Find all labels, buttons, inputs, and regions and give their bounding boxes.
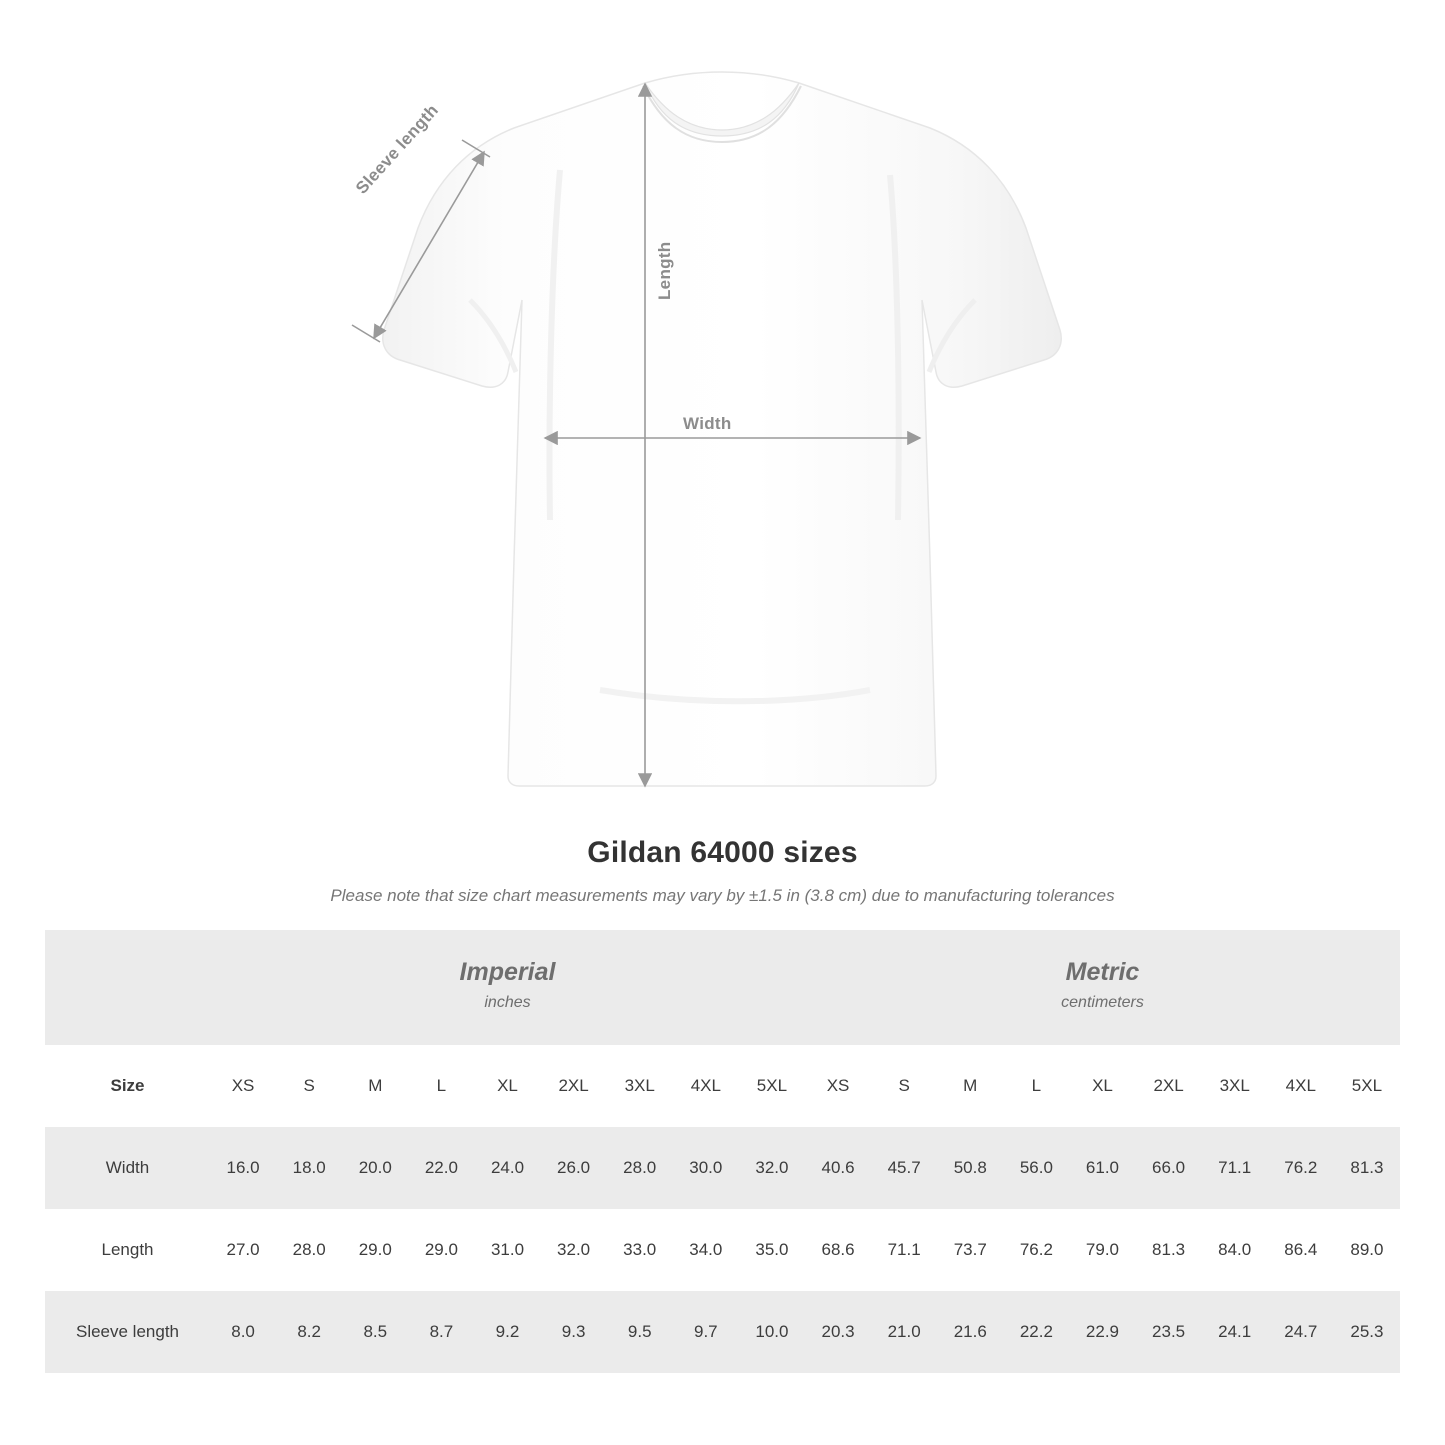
measure-cell: 24.1: [1202, 1291, 1268, 1373]
measure-cell: 20.0: [342, 1127, 408, 1209]
unit-sub-metric: centimeters: [1061, 993, 1144, 1011]
measure-cell: 76.2: [1268, 1127, 1334, 1209]
unit-name-imperial: Imperial: [459, 957, 556, 986]
size-cell: 5XL: [739, 1045, 805, 1127]
unit-header-metric: [805, 930, 1400, 1045]
size-cell: XS: [210, 1045, 276, 1127]
size-cell: XL: [474, 1045, 540, 1127]
measure-cell: 9.3: [541, 1291, 607, 1373]
size-chart-table: [45, 930, 1400, 1373]
measure-cell: 27.0: [210, 1209, 276, 1291]
measure-cell: 50.8: [937, 1127, 1003, 1209]
row-header-length: Length: [45, 1209, 210, 1291]
measure-cell: 32.0: [541, 1209, 607, 1291]
measure-cell: 31.0: [474, 1209, 540, 1291]
measure-cell: 45.7: [871, 1127, 937, 1209]
measure-cell: 9.7: [673, 1291, 739, 1373]
measure-cell: 26.0: [541, 1127, 607, 1209]
table-row: [45, 1209, 1400, 1291]
measure-cell: 22.2: [1003, 1291, 1069, 1373]
measure-cell: 61.0: [1069, 1127, 1135, 1209]
measure-cell: 28.0: [276, 1209, 342, 1291]
unit-sub-imperial: inches: [484, 993, 531, 1011]
measure-cell: 89.0: [1334, 1209, 1400, 1291]
unit-header-row: [45, 930, 1400, 1045]
width-label: Width: [683, 414, 732, 433]
size-cell: 3XL: [1202, 1045, 1268, 1127]
measure-cell: 8.0: [210, 1291, 276, 1373]
measure-cell: 24.0: [474, 1127, 540, 1209]
row-header-width: Width: [45, 1127, 210, 1209]
measure-cell: 25.3: [1334, 1291, 1400, 1373]
measure-cell: 22.9: [1069, 1291, 1135, 1373]
measure-cell: 33.0: [607, 1209, 673, 1291]
size-header-row: [45, 1045, 1400, 1127]
measure-cell: 68.6: [805, 1209, 871, 1291]
measure-cell: 18.0: [276, 1127, 342, 1209]
measure-cell: 76.2: [1003, 1209, 1069, 1291]
size-cell: XL: [1069, 1045, 1135, 1127]
measure-cell: 8.2: [276, 1291, 342, 1373]
measure-cell: 29.0: [342, 1209, 408, 1291]
size-cell: 4XL: [673, 1045, 739, 1127]
title-block: [0, 836, 1445, 906]
measure-cell: 20.3: [805, 1291, 871, 1373]
measure-cell: 84.0: [1202, 1209, 1268, 1291]
measure-cell: 9.5: [607, 1291, 673, 1373]
size-cell: 4XL: [1268, 1045, 1334, 1127]
measure-cell: 81.3: [1334, 1127, 1400, 1209]
measure-cell: 40.6: [805, 1127, 871, 1209]
table-row: [45, 1127, 1400, 1209]
measure-cell: 10.0: [739, 1291, 805, 1373]
size-cell: M: [937, 1045, 1003, 1127]
measure-cell: 32.0: [739, 1127, 805, 1209]
measure-cell: 73.7: [937, 1209, 1003, 1291]
measure-cell: 79.0: [1069, 1209, 1135, 1291]
measure-cell: 8.7: [408, 1291, 474, 1373]
measure-cell: 30.0: [673, 1127, 739, 1209]
size-cell: XS: [805, 1045, 871, 1127]
unit-name-metric: Metric: [1065, 957, 1140, 986]
measure-cell: 56.0: [1003, 1127, 1069, 1209]
page-title: Gildan 64000 sizes: [587, 836, 858, 869]
measure-cell: 81.3: [1136, 1209, 1202, 1291]
size-cell: S: [276, 1045, 342, 1127]
sleeve-length-label: Sleeve length: [352, 100, 443, 198]
row-header-sleeve-length: Sleeve length: [45, 1291, 210, 1373]
size-cell: 2XL: [541, 1045, 607, 1127]
measure-cell: 71.1: [871, 1209, 937, 1291]
size-chart-table-wrapper: [45, 930, 1400, 1373]
measure-cell: 8.5: [342, 1291, 408, 1373]
size-cell: 5XL: [1334, 1045, 1400, 1127]
measure-cell: 29.0: [408, 1209, 474, 1291]
size-cell: 2XL: [1136, 1045, 1202, 1127]
unit-header-spacer: [45, 930, 210, 1045]
measure-cell: 86.4: [1268, 1209, 1334, 1291]
size-cell: 3XL: [607, 1045, 673, 1127]
size-cell: M: [342, 1045, 408, 1127]
length-label: Length: [655, 241, 674, 300]
measure-cell: 23.5: [1136, 1291, 1202, 1373]
measure-cell: 34.0: [673, 1209, 739, 1291]
row-header-size: Size: [45, 1045, 210, 1127]
measure-cell: 16.0: [210, 1127, 276, 1209]
measure-cell: 21.0: [871, 1291, 937, 1373]
measure-cell: 24.7: [1268, 1291, 1334, 1373]
size-cell: L: [1003, 1045, 1069, 1127]
unit-header-imperial: [210, 930, 805, 1045]
table-row: [45, 1291, 1400, 1373]
size-cell: S: [871, 1045, 937, 1127]
measure-cell: 22.0: [408, 1127, 474, 1209]
measure-cell: 9.2: [474, 1291, 540, 1373]
measure-cell: 71.1: [1202, 1127, 1268, 1209]
tolerance-note: Please note that size chart measurements may vary by ±1.5 in (3.8 cm) due to manufacturing tolerances: [330, 886, 1115, 905]
measure-cell: 35.0: [739, 1209, 805, 1291]
measure-cell: 28.0: [607, 1127, 673, 1209]
measure-cell: 21.6: [937, 1291, 1003, 1373]
size-cell: L: [408, 1045, 474, 1127]
measure-cell: 66.0: [1136, 1127, 1202, 1209]
